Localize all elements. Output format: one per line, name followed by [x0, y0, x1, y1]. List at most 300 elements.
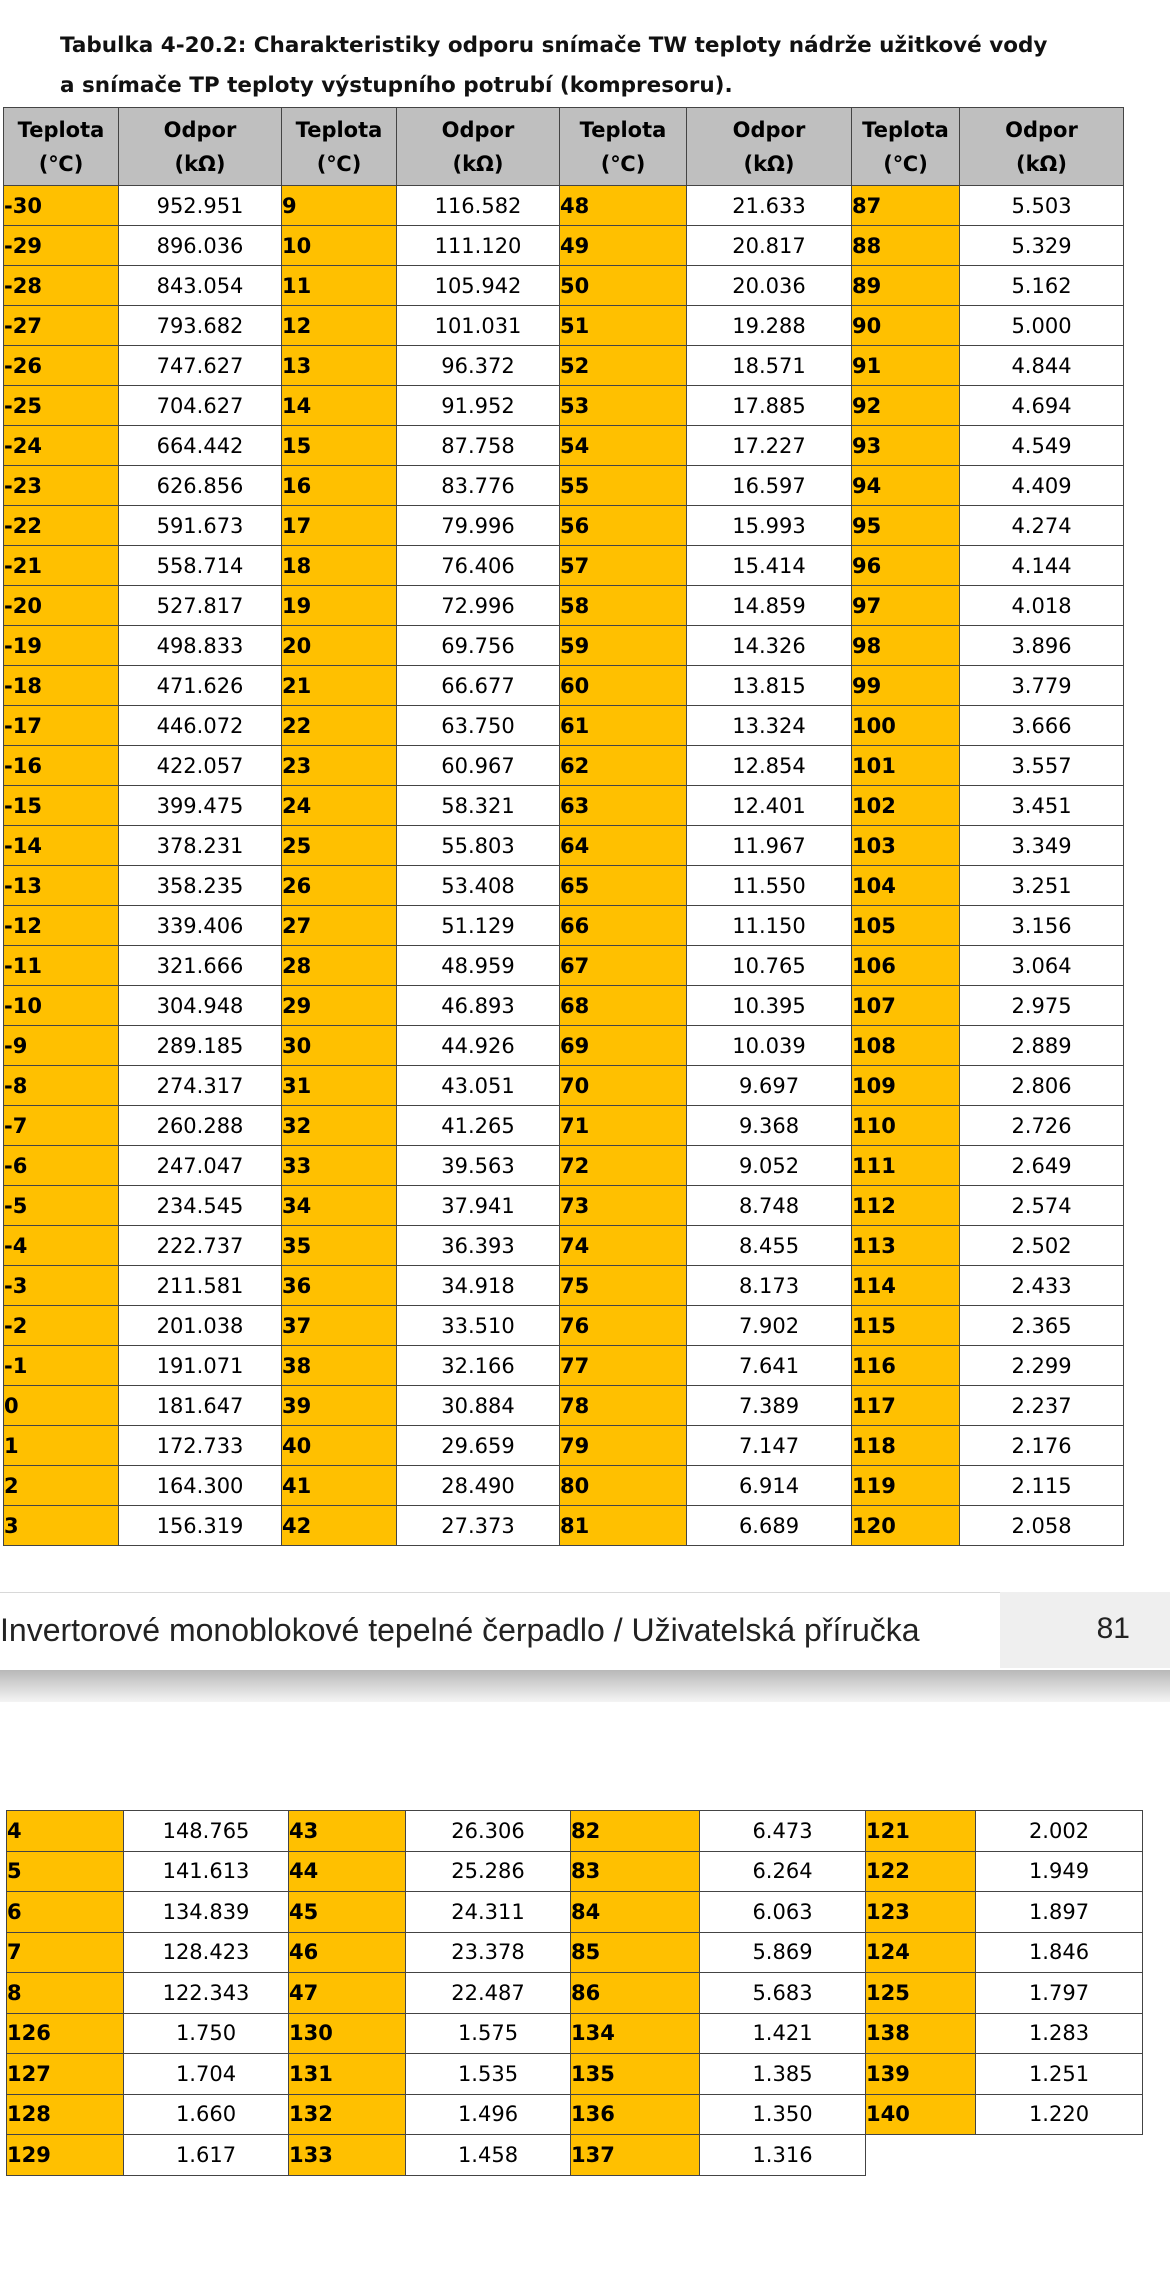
- temperature-cell: -8: [4, 1066, 119, 1106]
- temperature-cell: 133: [289, 2135, 406, 2176]
- table-row: [4, 1386, 1124, 1426]
- temperature-cell: 9: [282, 186, 397, 226]
- resistance-cell: 1.220: [976, 2094, 1143, 2135]
- resistance-cell: 3.896: [960, 626, 1124, 666]
- resistance-cell: 3.451: [960, 786, 1124, 826]
- temperature-cell: 28: [282, 946, 397, 986]
- temperature-cell: 94: [852, 466, 960, 506]
- temperature-cell: 97: [852, 586, 960, 626]
- temperature-cell: 124: [866, 1932, 976, 1973]
- resistance-cell: 87.758: [397, 426, 560, 466]
- temperature-cell: 36: [282, 1266, 397, 1306]
- temperature-cell: 104: [852, 866, 960, 906]
- temperature-cell: 125: [866, 1973, 976, 2014]
- resistance-cell: 1.535: [406, 2054, 571, 2095]
- temperature-cell: 15: [282, 426, 397, 466]
- resistance-cell: 11.967: [687, 826, 852, 866]
- resistance-cell: 37.941: [397, 1186, 560, 1226]
- resistance-cell: 2.115: [960, 1466, 1124, 1506]
- resistance-cell: 5.503: [960, 186, 1124, 226]
- resistance-cell: 1.575: [406, 2013, 571, 2054]
- table-row: [4, 626, 1124, 666]
- table-row: [4, 1426, 1124, 1466]
- temperature-cell: 75: [560, 1266, 687, 1306]
- resistance-cell: 34.918: [397, 1266, 560, 1306]
- table-row: [4, 1506, 1124, 1546]
- temperature-cell: 51: [560, 306, 687, 346]
- resistance-cell: 12.401: [687, 786, 852, 826]
- resistance-cell: 11.550: [687, 866, 852, 906]
- temperature-cell: 41: [282, 1466, 397, 1506]
- temperature-cell: 80: [560, 1466, 687, 1506]
- temperature-cell: 102: [852, 786, 960, 826]
- table-row: [7, 1932, 1143, 1973]
- temperature-cell: 40: [282, 1426, 397, 1466]
- resistance-cell: 358.235: [119, 866, 282, 906]
- temperature-cell: 2: [4, 1466, 119, 1506]
- page-footer: [0, 1592, 1170, 1670]
- resistance-cell: 4.144: [960, 546, 1124, 586]
- temperature-cell: 54: [560, 426, 687, 466]
- temperature-cell: -23: [4, 466, 119, 506]
- resistance-cell: 58.321: [397, 786, 560, 826]
- table-row: [4, 586, 1124, 626]
- temp-header-label: Teplota: [17, 117, 105, 142]
- resistance-cell: 5.000: [960, 306, 1124, 346]
- temperature-cell: 120: [852, 1506, 960, 1546]
- temperature-cell: 72: [560, 1146, 687, 1186]
- resistance-cell: 1.846: [976, 1932, 1143, 1973]
- resistance-cell: 3.064: [960, 946, 1124, 986]
- resistance-cell: 33.510: [397, 1306, 560, 1346]
- resistance-cell: 41.265: [397, 1106, 560, 1146]
- temperature-cell: 135: [571, 2054, 700, 2095]
- resistance-cell: 321.666: [119, 946, 282, 986]
- table-row: [4, 466, 1124, 506]
- resistance-cell: 399.475: [119, 786, 282, 826]
- temperature-cell: 56: [560, 506, 687, 546]
- resistance-cell: 378.231: [119, 826, 282, 866]
- temperature-cell: 21: [282, 666, 397, 706]
- resistance-cell: 51.129: [397, 906, 560, 946]
- resistance-cell: 16.597: [687, 466, 852, 506]
- table-row: [7, 2094, 1143, 2135]
- resistance-cell: 28.490: [397, 1466, 560, 1506]
- temperature-cell: -30: [4, 186, 119, 226]
- temperature-cell: -20: [4, 586, 119, 626]
- temperature-cell: -28: [4, 266, 119, 306]
- temperature-cell: 42: [282, 1506, 397, 1546]
- resistance-cell: 44.926: [397, 1026, 560, 1066]
- resistance-cell: 1.385: [700, 2054, 866, 2095]
- resistance-cell: 39.563: [397, 1146, 560, 1186]
- resistance-cell: 2.726: [960, 1106, 1124, 1146]
- resistance-cell: 76.406: [397, 546, 560, 586]
- resistance-table-part1: [3, 107, 1124, 1546]
- resistance-cell: 14.326: [687, 626, 852, 666]
- temperature-cell: 66: [560, 906, 687, 946]
- temperature-cell: 63: [560, 786, 687, 826]
- temperature-cell: 105: [852, 906, 960, 946]
- resistance-cell: 1.350: [700, 2094, 866, 2135]
- resistance-cell: 527.817: [119, 586, 282, 626]
- temperature-cell: 68: [560, 986, 687, 1026]
- temperature-cell: 59: [560, 626, 687, 666]
- temperature-cell: -27: [4, 306, 119, 346]
- temperature-cell: 5: [7, 1851, 124, 1892]
- resistance-header-label: Odpor: [163, 117, 237, 142]
- resistance-cell: 23.378: [406, 1932, 571, 1973]
- resistance-cell: 46.893: [397, 986, 560, 1026]
- temperature-cell: 55: [560, 466, 687, 506]
- resistance-cell: 69.756: [397, 626, 560, 666]
- resistance-cell: 471.626: [119, 666, 282, 706]
- resistance-cell: 15.414: [687, 546, 852, 586]
- resistance-cell: 704.627: [119, 386, 282, 426]
- resistance-cell: 19.288: [687, 306, 852, 346]
- temperature-cell: 34: [282, 1186, 397, 1226]
- resistance-cell: 9.368: [687, 1106, 852, 1146]
- temperature-cell: 48: [560, 186, 687, 226]
- resistance-cell: 1.949: [976, 1851, 1143, 1892]
- table-caption-line2: a snímače TP teploty výstupního potrubí (kompresoru).: [60, 73, 733, 98]
- resistance-cell: 260.288: [119, 1106, 282, 1146]
- resistance-cell: 116.582: [397, 186, 560, 226]
- temperature-cell: 37: [282, 1306, 397, 1346]
- temperature-cell: 14: [282, 386, 397, 426]
- resistance-cell: 105.942: [397, 266, 560, 306]
- resistance-cell: 5.869: [700, 1932, 866, 1973]
- temperature-cell: 100: [852, 706, 960, 746]
- temperature-cell: 121: [866, 1811, 976, 1852]
- temperature-cell: -22: [4, 506, 119, 546]
- table-row: [4, 266, 1124, 306]
- table-row: [4, 666, 1124, 706]
- temp-header-unit: (℃): [38, 151, 84, 176]
- resistance-cell: 1.316: [700, 2135, 866, 2176]
- resistance-cell: 9.052: [687, 1146, 852, 1186]
- resistance-cell: 2.975: [960, 986, 1124, 1026]
- table-row: [4, 1146, 1124, 1186]
- resistance-header-unit: (kΩ): [174, 151, 226, 176]
- empty-cell: [866, 2135, 1143, 2176]
- temp-header-label: Teplota: [862, 117, 949, 142]
- table-row: [4, 1346, 1124, 1386]
- temperature-cell: -21: [4, 546, 119, 586]
- table-row: [4, 386, 1124, 426]
- resistance-cell: 11.150: [687, 906, 852, 946]
- resistance-cell: 2.574: [960, 1186, 1124, 1226]
- temperature-cell: 65: [560, 866, 687, 906]
- temperature-cell: 17: [282, 506, 397, 546]
- table-row: [4, 906, 1124, 946]
- temperature-cell: 44: [289, 1851, 406, 1892]
- resistance-cell: 14.859: [687, 586, 852, 626]
- temperature-cell: 107: [852, 986, 960, 1026]
- temperature-cell: 74: [560, 1226, 687, 1266]
- temperature-cell: 52: [560, 346, 687, 386]
- resistance-cell: 3.251: [960, 866, 1124, 906]
- resistance-cell: 222.737: [119, 1226, 282, 1266]
- resistance-cell: 4.844: [960, 346, 1124, 386]
- table-row: [4, 426, 1124, 466]
- temperature-cell: -18: [4, 666, 119, 706]
- temperature-cell: 117: [852, 1386, 960, 1426]
- temperature-cell: -29: [4, 226, 119, 266]
- temperature-cell: 58: [560, 586, 687, 626]
- resistance-cell: 22.487: [406, 1973, 571, 2014]
- resistance-cell: 96.372: [397, 346, 560, 386]
- temperature-cell: 88: [852, 226, 960, 266]
- table-row: [4, 1186, 1124, 1226]
- resistance-cell: 27.373: [397, 1506, 560, 1546]
- resistance-header-unit: (kΩ): [1015, 151, 1067, 176]
- table-row: [4, 546, 1124, 586]
- table-row: [4, 1066, 1124, 1106]
- resistance-cell: 122.343: [124, 1973, 289, 2014]
- temperature-cell: 0: [4, 1386, 119, 1426]
- temperature-cell: 85: [571, 1932, 700, 1973]
- resistance-cell: 20.817: [687, 226, 852, 266]
- temperature-cell: 79: [560, 1426, 687, 1466]
- resistance-cell: 72.996: [397, 586, 560, 626]
- resistance-cell: 2.176: [960, 1426, 1124, 1466]
- temperature-cell: 38: [282, 1346, 397, 1386]
- table-body: [4, 186, 1124, 1546]
- resistance-header-unit: (kΩ): [743, 151, 795, 176]
- temperature-cell: 25: [282, 826, 397, 866]
- temperature-cell: 92: [852, 386, 960, 426]
- resistance-cell: 101.031: [397, 306, 560, 346]
- temperature-cell: 77: [560, 1346, 687, 1386]
- temperature-cell: 84: [571, 1892, 700, 1933]
- table-row: [4, 346, 1124, 386]
- resistance-cell: 3.666: [960, 706, 1124, 746]
- temperature-cell: 132: [289, 2094, 406, 2135]
- table-row: [4, 506, 1124, 546]
- table-row: [4, 986, 1124, 1026]
- temperature-cell: 140: [866, 2094, 976, 2135]
- resistance-cell: 24.311: [406, 1892, 571, 1933]
- resistance-cell: 6.914: [687, 1466, 852, 1506]
- resistance-cell: 1.897: [976, 1892, 1143, 1933]
- table-row: [4, 186, 1124, 226]
- resistance-cell: 6.689: [687, 1506, 852, 1546]
- temperature-cell: 71: [560, 1106, 687, 1146]
- resistance-cell: 211.581: [119, 1266, 282, 1306]
- temperature-cell: 62: [560, 746, 687, 786]
- resistance-cell: 1.750: [124, 2013, 289, 2054]
- resistance-cell: 6.063: [700, 1892, 866, 1933]
- resistance-cell: 4.274: [960, 506, 1124, 546]
- temperature-cell: 112: [852, 1186, 960, 1226]
- temperature-cell: 46: [289, 1932, 406, 1973]
- resistance-cell: 191.071: [119, 1346, 282, 1386]
- temperature-cell: 86: [571, 1973, 700, 2014]
- temperature-cell: -3: [4, 1266, 119, 1306]
- temperature-cell: 119: [852, 1466, 960, 1506]
- resistance-cell: 3.349: [960, 826, 1124, 866]
- temperature-cell: 96: [852, 546, 960, 586]
- temperature-cell: -16: [4, 746, 119, 786]
- resistance-header: [960, 108, 1124, 186]
- resistance-cell: 3.557: [960, 746, 1124, 786]
- table-row: [4, 226, 1124, 266]
- resistance-cell: 896.036: [119, 226, 282, 266]
- temperature-cell: 70: [560, 1066, 687, 1106]
- table-row: [4, 706, 1124, 746]
- temperature-cell: -6: [4, 1146, 119, 1186]
- temperature-cell: 137: [571, 2135, 700, 2176]
- resistance-cell: 4.549: [960, 426, 1124, 466]
- footer-shadow-bar: [0, 1670, 1170, 1702]
- temp-header: [852, 108, 960, 186]
- table-caption-line1: Tabulka 4-20.2: Charakteristiky odporu snímače TW teploty nádrže užitkové vody: [60, 33, 1048, 58]
- resistance-cell: 17.885: [687, 386, 852, 426]
- resistance-cell: 2.237: [960, 1386, 1124, 1426]
- resistance-cell: 55.803: [397, 826, 560, 866]
- resistance-cell: 20.036: [687, 266, 852, 306]
- temperature-cell: 6: [7, 1892, 124, 1933]
- resistance-cell: 172.733: [119, 1426, 282, 1466]
- resistance-cell: 2.299: [960, 1346, 1124, 1386]
- temperature-cell: 24: [282, 786, 397, 826]
- footer-document-title: Invertorové monoblokové tepelné čerpadlo / Uživatelská příručka: [0, 1612, 920, 1648]
- temp-header-unit: (℃): [600, 151, 646, 176]
- table-row: [7, 2135, 1143, 2176]
- temperature-cell: 118: [852, 1426, 960, 1466]
- temperature-cell: 3: [4, 1506, 119, 1546]
- resistance-cell: 1.458: [406, 2135, 571, 2176]
- temperature-cell: 103: [852, 826, 960, 866]
- temperature-cell: 61: [560, 706, 687, 746]
- temperature-cell: -15: [4, 786, 119, 826]
- table-row: [4, 1466, 1124, 1506]
- resistance-cell: 1.496: [406, 2094, 571, 2135]
- resistance-cell: 66.677: [397, 666, 560, 706]
- resistance-header-unit: (kΩ): [452, 151, 504, 176]
- resistance-header-label: Odpor: [1005, 117, 1078, 142]
- temperature-cell: 67: [560, 946, 687, 986]
- temperature-cell: 19: [282, 586, 397, 626]
- temperature-cell: 91: [852, 346, 960, 386]
- table-row: [7, 2054, 1143, 2095]
- temperature-cell: -14: [4, 826, 119, 866]
- temperature-cell: 128: [7, 2094, 124, 2135]
- resistance-header: [119, 108, 282, 186]
- temperature-cell: -2: [4, 1306, 119, 1346]
- resistance-cell: 13.324: [687, 706, 852, 746]
- temperature-cell: -24: [4, 426, 119, 466]
- resistance-cell: 6.264: [700, 1851, 866, 1892]
- resistance-cell: 1.421: [700, 2013, 866, 2054]
- resistance-cell: 843.054: [119, 266, 282, 306]
- resistance-cell: 164.300: [119, 1466, 282, 1506]
- temperature-cell: -25: [4, 386, 119, 426]
- resistance-cell: 2.649: [960, 1146, 1124, 1186]
- resistance-cell: 43.051: [397, 1066, 560, 1106]
- resistance-cell: 247.047: [119, 1146, 282, 1186]
- temperature-cell: 82: [571, 1811, 700, 1852]
- temperature-cell: 10: [282, 226, 397, 266]
- temperature-cell: -17: [4, 706, 119, 746]
- table-caption: [60, 26, 1140, 106]
- resistance-cell: 17.227: [687, 426, 852, 466]
- resistance-cell: 141.613: [124, 1851, 289, 1892]
- temperature-cell: 33: [282, 1146, 397, 1186]
- temperature-cell: 136: [571, 2094, 700, 2135]
- table-row: [7, 2013, 1143, 2054]
- resistance-cell: 60.967: [397, 746, 560, 786]
- resistance-cell: 2.806: [960, 1066, 1124, 1106]
- resistance-cell: 29.659: [397, 1426, 560, 1466]
- temperature-cell: 1: [4, 1426, 119, 1466]
- temperature-cell: 78: [560, 1386, 687, 1426]
- resistance-cell: 8.173: [687, 1266, 852, 1306]
- temperature-cell: 30: [282, 1026, 397, 1066]
- table-row: [4, 946, 1124, 986]
- resistance-cell: 1.797: [976, 1973, 1143, 2014]
- temperature-cell: 57: [560, 546, 687, 586]
- table-row: [4, 1106, 1124, 1146]
- page-number: 81: [1096, 1612, 1130, 1645]
- resistance-cell: 5.683: [700, 1973, 866, 2014]
- temperature-cell: 76: [560, 1306, 687, 1346]
- resistance-cell: 2.502: [960, 1226, 1124, 1266]
- temperature-cell: -13: [4, 866, 119, 906]
- temperature-cell: 81: [560, 1506, 687, 1546]
- resistance-cell: 304.948: [119, 986, 282, 1026]
- temp-header: [4, 108, 119, 186]
- temperature-cell: 106: [852, 946, 960, 986]
- resistance-cell: 10.765: [687, 946, 852, 986]
- resistance-cell: 201.038: [119, 1306, 282, 1346]
- temperature-cell: 83: [571, 1851, 700, 1892]
- temperature-cell: 138: [866, 2013, 976, 2054]
- resistance-cell: 10.039: [687, 1026, 852, 1066]
- temperature-cell: 115: [852, 1306, 960, 1346]
- table-row: [4, 1226, 1124, 1266]
- table-row: [4, 306, 1124, 346]
- temperature-cell: 126: [7, 2013, 124, 2054]
- resistance-cell: 30.884: [397, 1386, 560, 1426]
- table-row: [4, 1266, 1124, 1306]
- resistance-cell: 15.993: [687, 506, 852, 546]
- resistance-cell: 6.473: [700, 1811, 866, 1852]
- resistance-cell: 4.694: [960, 386, 1124, 426]
- resistance-cell: 7.147: [687, 1426, 852, 1466]
- resistance-cell: 128.423: [124, 1932, 289, 1973]
- resistance-cell: 10.395: [687, 986, 852, 1026]
- table-body-continued: [7, 1811, 1143, 2176]
- table-row: [4, 826, 1124, 866]
- temperature-cell: 64: [560, 826, 687, 866]
- table-row: [4, 866, 1124, 906]
- temperature-cell: 95: [852, 506, 960, 546]
- table-row: [4, 1026, 1124, 1066]
- table-row: [7, 1811, 1143, 1852]
- temperature-cell: 35: [282, 1226, 397, 1266]
- resistance-cell: 79.996: [397, 506, 560, 546]
- table-row: [4, 786, 1124, 826]
- temperature-cell: 8: [7, 1973, 124, 2014]
- resistance-cell: 1.251: [976, 2054, 1143, 2095]
- temperature-cell: 23: [282, 746, 397, 786]
- table-row: [7, 1851, 1143, 1892]
- resistance-cell: 747.627: [119, 346, 282, 386]
- temperature-cell: 129: [7, 2135, 124, 2176]
- temperature-cell: 39: [282, 1386, 397, 1426]
